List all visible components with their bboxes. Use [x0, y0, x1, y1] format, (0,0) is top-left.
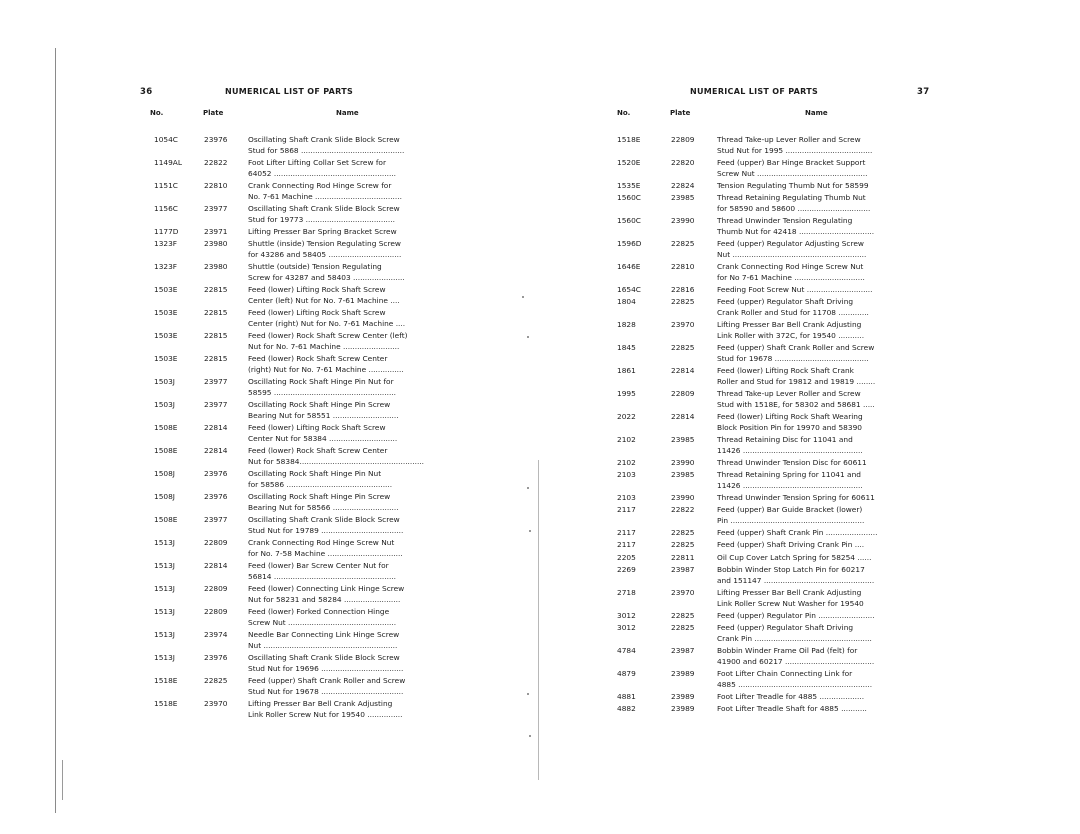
part-number: 1508J — [154, 469, 175, 479]
part-name-line: Crank Roller and Stud for 11708 ............. — [717, 308, 869, 318]
plate-number: 22825 — [671, 239, 695, 249]
part-number: 1503J — [154, 377, 175, 387]
parts-row — [617, 565, 929, 587]
plate-number: 22815 — [204, 354, 228, 364]
part-name-line: Bobbin Winder Frame Oil Pad (felt) for — [717, 645, 858, 655]
part-name-line: Thumb Nut for 42418 ................................ — [717, 227, 875, 236]
part-number: 1596D — [617, 239, 642, 249]
parts-row — [140, 538, 470, 560]
part-name-line: Lifting Presser Bar Bell Crank Adjusting — [717, 587, 862, 597]
part-name-line: Shuttle (inside) Tension Regulating Screw — [248, 239, 401, 249]
part-number: 1995 — [617, 389, 636, 399]
part-name-line: Feed (lower) Connecting Link Hinge Screw — [248, 584, 405, 594]
part-number: 1508E — [154, 446, 178, 456]
parts-row — [617, 692, 929, 703]
plate-number: 22809 — [671, 389, 695, 399]
parts-row — [617, 458, 929, 469]
part-number: 2103 — [617, 470, 636, 480]
left-page — [140, 85, 470, 785]
part-name-line: Lifting Presser Bar Spring Bracket Screw — [248, 227, 397, 236]
binding-edge-mark — [62, 760, 63, 800]
part-number: 1503E — [154, 354, 178, 364]
part-name-line: Crank Pin .................................................. — [717, 633, 872, 643]
plate-number: 23971 — [204, 227, 228, 236]
part-name-line: Feed (lower) Lifting Rock Shaft Screw — [248, 285, 386, 295]
column-headers — [617, 109, 929, 123]
plate-number: 22816 — [671, 285, 695, 295]
parts-row — [140, 377, 470, 399]
parts-row — [140, 239, 470, 261]
plate-number: 23974 — [204, 630, 228, 640]
plate-number: 22814 — [204, 561, 228, 571]
plate-number: 23980 — [204, 262, 228, 272]
part-number: 1513J — [154, 561, 175, 571]
parts-row — [617, 553, 929, 564]
part-name-line: 58595 .................................................... — [248, 388, 397, 397]
parts-row — [140, 630, 470, 652]
part-name-line: Thread Unwinder Tension Disc for 60611 — [717, 458, 867, 468]
scan-speck — [522, 296, 524, 298]
part-number: 4879 — [617, 668, 636, 678]
plate-number: 23985 — [671, 470, 695, 480]
part-number: 1054C — [154, 135, 178, 144]
part-name-line: Feed (lower) Lifting Rock Shaft Screw — [248, 308, 386, 318]
part-number: 1508E — [154, 423, 178, 433]
gutter-line — [538, 460, 539, 780]
page-title: NUMERICAL LIST OF PARTS — [225, 87, 354, 96]
column-headers — [140, 109, 470, 123]
part-name-line: Stud with 1518E, for 58302 and 58681 ..... — [717, 400, 875, 410]
parts-row — [617, 493, 929, 504]
right-page — [617, 85, 929, 785]
page-header — [140, 85, 470, 99]
parts-row — [617, 343, 929, 365]
part-name-line: Oscillating Rock Shaft Hinge Pin Nut — [248, 469, 382, 479]
plate-number: 23976 — [204, 135, 228, 144]
part-name-line: Foot Lifter Treadle for 4885 ................... — [717, 691, 865, 701]
part-name-line: Crank Connecting Rod Hinge Screw Nut — [248, 538, 395, 548]
parts-row — [140, 262, 470, 284]
part-name-line: Oscillating Rock Shaft Hinge Pin Screw — [248, 492, 391, 502]
part-number: 1845 — [617, 343, 636, 353]
part-name-line: Stud Nut for 1995 ..................................... — [717, 145, 873, 155]
plate-number: 22822 — [204, 158, 228, 167]
part-number: 1560C — [617, 216, 641, 226]
part-number: 2117 — [617, 505, 636, 515]
part-name-line: Oscillating Rock Shaft Hinge Pin Screw — [248, 400, 391, 410]
part-name-line: Nut ......................................................... — [248, 641, 398, 650]
scan-speck — [529, 735, 531, 737]
plate-number: 22825 — [671, 297, 695, 307]
plate-number: 22810 — [671, 262, 695, 272]
part-number: 2102 — [617, 435, 636, 445]
plate-number: 23990 — [671, 458, 695, 468]
part-number: 1646E — [617, 262, 641, 272]
parts-row — [617, 193, 929, 215]
plate-number: 22825 — [671, 528, 695, 538]
part-number: 1654C — [617, 285, 641, 295]
part-name-line: Feed (upper) Regulator Pin ........................ — [717, 610, 875, 620]
part-name-line: Thread Take-up Lever Roller and Screw — [717, 389, 861, 399]
part-name-line: Lifting Presser Bar Bell Crank Adjusting — [717, 320, 862, 330]
parts-row — [140, 423, 470, 445]
parts-row — [140, 492, 470, 514]
parts-row — [617, 623, 929, 645]
parts-row — [617, 262, 929, 284]
part-name-line: for 58590 and 58600 ............................... — [717, 204, 871, 213]
part-name-line: Bearing Nut for 58551 ............................ — [248, 411, 399, 420]
plate-number: 22815 — [204, 285, 228, 295]
part-name-line: Link Roller with 372C, for 19540 ........... — [717, 331, 865, 341]
parts-row — [617, 412, 929, 434]
parts-row — [140, 676, 470, 698]
part-number: 1177D — [154, 227, 179, 236]
parts-row — [617, 297, 929, 319]
parts-row — [140, 308, 470, 330]
plate-number: 22811 — [671, 552, 695, 562]
part-name-line: Needle Bar Connecting Link Hinge Screw — [248, 630, 400, 640]
part-name-line: Screw Nut .............................................. — [248, 618, 397, 627]
parts-row — [140, 354, 470, 376]
plate-number: 23980 — [204, 239, 228, 249]
part-number: 2117 — [617, 528, 636, 538]
part-number: 1508E — [154, 515, 178, 525]
part-name-line: Nut for 58384..................................................... — [248, 457, 424, 466]
parts-row — [140, 158, 470, 180]
part-number: 1513J — [154, 584, 175, 594]
column-header-no: No. — [617, 109, 631, 117]
parts-row — [617, 470, 929, 492]
plate-number: 22825 — [671, 610, 695, 620]
part-name-line: Pin ......................................................... — [717, 516, 865, 526]
plate-number: 22814 — [204, 446, 228, 456]
page-title: NUMERICAL LIST OF PARTS — [690, 87, 819, 96]
parts-row — [617, 588, 929, 610]
part-name-line: Feed (upper) Shaft Crank Pin ...................... — [717, 528, 878, 538]
part-number: 1560C — [617, 193, 641, 203]
parts-row — [140, 204, 470, 226]
part-name-line: Nut for 58231 and 58284 ........................ — [248, 595, 401, 604]
plate-number: 23970 — [671, 320, 695, 330]
part-number: 1804 — [617, 297, 636, 307]
part-number: 2718 — [617, 587, 636, 597]
parts-row — [617, 669, 929, 691]
plate-number: 22810 — [204, 181, 228, 190]
part-name-line: Feed (lower) Lifting Rock Shaft Screw — [248, 423, 386, 433]
plate-number: 23976 — [204, 653, 228, 663]
part-name-line: Feed (lower) Lifting Rock Shaft Wearing — [717, 412, 863, 422]
part-name-line: Screw Nut ............................................... — [717, 168, 868, 178]
plate-number: 22809 — [204, 607, 228, 617]
part-number: 1149AL — [154, 158, 182, 167]
part-name-line: Feed (upper) Regulator Adjusting Screw — [717, 239, 864, 249]
part-name-line: Feed (lower) Lifting Rock Shaft Crank — [717, 366, 854, 376]
part-name-line: Stud Nut for 19696 ................................... — [248, 664, 404, 673]
plate-number: 22809 — [671, 135, 695, 144]
part-name-line: Link Roller Screw Nut for 19540 ............... — [248, 710, 403, 719]
part-name-line: Foot Lifter Lifting Collar Set Screw for — [248, 158, 386, 167]
part-name-line: Thread Unwinder Tension Regulating — [717, 216, 853, 226]
page-number: 36 — [140, 87, 153, 97]
parts-row — [140, 331, 470, 353]
plate-number: 23977 — [204, 204, 228, 213]
parts-row — [617, 366, 929, 388]
part-name-line: Stud for 5868 ............................................ — [248, 145, 405, 155]
part-number: 1518E — [617, 135, 641, 144]
parts-row — [617, 285, 929, 296]
column-header-name: Name — [336, 109, 359, 117]
part-name-line: Crank Connecting Rod Hinge Screw Nut — [717, 262, 864, 272]
parts-row — [140, 584, 470, 606]
column-header-plate: Plate — [670, 109, 691, 117]
part-number: 1513J — [154, 607, 175, 617]
part-name-line: Feed (lower) Bar Screw Center Nut for — [248, 561, 389, 571]
parts-row — [617, 216, 929, 238]
part-name-line: Feed (lower) Rock Shaft Screw Center — [248, 354, 388, 364]
parts-row — [140, 607, 470, 629]
part-name-line: Feed (upper) Regulator Shaft Driving — [717, 622, 854, 632]
plate-number: 23970 — [204, 699, 228, 709]
part-name-line: Feed (upper) Shaft Crank Roller and Screw — [248, 676, 406, 686]
part-name-line: Center Nut for 58384 ............................. — [248, 434, 398, 443]
column-header-plate: Plate — [203, 109, 224, 117]
part-name-line: Feed (upper) Shaft Crank Roller and Screw — [717, 343, 875, 353]
part-name-line: Foot Lifter Chain Connecting Link for — [717, 668, 853, 678]
part-number: 1861 — [617, 366, 636, 376]
part-number: 1503E — [154, 308, 178, 318]
part-name-line: 56814 .................................................... — [248, 572, 397, 581]
parts-row — [617, 505, 929, 527]
parts-row — [617, 528, 929, 539]
part-number: 1513J — [154, 630, 175, 640]
part-number: 4881 — [617, 691, 636, 701]
part-number: 2205 — [617, 552, 636, 562]
plate-number: 23977 — [204, 377, 228, 387]
part-name-line: Oscillating Shaft Crank Slide Block Screw — [248, 515, 400, 525]
part-name-line: 11426 ................................................... — [717, 446, 863, 456]
part-name-line: Roller and Stud for 19812 and 19819 ........ — [717, 377, 876, 387]
plate-number: 22825 — [671, 622, 695, 632]
part-number: 2022 — [617, 412, 636, 422]
part-name-line: Feed (upper) Shaft Driving Crank Pin .... — [717, 540, 865, 550]
binding-edge-line — [55, 48, 56, 813]
part-number: 4882 — [617, 703, 636, 713]
part-number: 1156C — [154, 204, 178, 213]
parts-row — [617, 181, 929, 192]
part-number: 1535E — [617, 181, 641, 190]
part-name-line: Screw for 43287 and 58403 ...................... — [248, 273, 405, 282]
part-number: 1828 — [617, 320, 636, 330]
scan-speck — [527, 487, 529, 489]
scan-speck — [527, 336, 529, 338]
part-name-line: Bobbin Winder Stop Latch Pin for 60217 — [717, 564, 865, 574]
part-number: 1323F — [154, 239, 178, 249]
part-name-line: Oil Cup Cover Latch Spring for 58254 ...... — [717, 552, 872, 562]
part-name-line: 64052 .................................................... — [248, 168, 397, 178]
parts-row — [140, 227, 470, 238]
column-header-no: No. — [150, 109, 164, 117]
parts-row — [140, 285, 470, 307]
part-name-line: Thread Unwinder Tension Spring for 60611 — [717, 493, 875, 503]
parts-row — [617, 646, 929, 668]
plate-number: 22824 — [671, 181, 695, 190]
part-name-line: No. 7-61 Machine ..................................... — [248, 191, 402, 201]
part-name-line: (right) Nut for No. 7-61 Machine ............... — [248, 365, 404, 374]
part-name-line: 11426 ................................................... — [717, 481, 863, 491]
part-name-line: Stud Nut for 19678 ................................... — [248, 687, 404, 696]
part-name-line: Link Roller Screw Nut Washer for 19540 — [717, 598, 864, 608]
parts-list — [140, 135, 470, 721]
plate-number: 22820 — [671, 158, 695, 167]
part-number: 1518E — [154, 699, 178, 709]
part-name-line: Nut ......................................................... — [717, 250, 867, 259]
plate-number: 23985 — [671, 435, 695, 445]
plate-number: 22809 — [204, 538, 228, 548]
plate-number: 23987 — [671, 564, 695, 574]
part-number: 4784 — [617, 645, 636, 655]
parts-row — [617, 540, 929, 551]
plate-number: 23989 — [671, 703, 695, 713]
part-name-line: Tension Regulating Thumb Nut for 58599 — [717, 181, 869, 190]
part-name-line: Center (left) Nut for No. 7-61 Machine .... — [248, 296, 400, 305]
part-name-line: Lifting Presser Bar Bell Crank Adjusting — [248, 699, 393, 709]
part-name-line: for No. 7-58 Machine ................................ — [248, 549, 403, 558]
parts-row — [140, 653, 470, 675]
parts-row — [140, 400, 470, 422]
part-name-line: Center (right) Nut for No. 7-61 Machine .... — [248, 319, 406, 328]
plate-number: 22825 — [671, 540, 695, 550]
part-number: 1513J — [154, 653, 175, 663]
part-name-line: Oscillating Shaft Crank Slide Block Screw — [248, 204, 400, 213]
part-name-line: and 151147 ............................................... — [717, 575, 875, 585]
part-name-line: Oscillating Rock Shaft Hinge Pin Nut for — [248, 377, 394, 387]
part-number: 1151C — [154, 181, 178, 190]
part-number: 1508J — [154, 492, 175, 502]
part-number: 1503E — [154, 331, 178, 341]
plate-number: 22815 — [204, 308, 228, 318]
plate-number: 22814 — [204, 423, 228, 433]
parts-row — [140, 561, 470, 583]
part-name-line: Feed (lower) Rock Shaft Screw Center (left) — [248, 331, 408, 341]
parts-row — [140, 469, 470, 491]
part-name-line: Oscillating Shaft Crank Slide Block Screw — [248, 135, 400, 144]
part-number: 2102 — [617, 458, 636, 468]
part-name-line: Stud for 19773 ...................................... — [248, 214, 395, 224]
plate-number: 23976 — [204, 492, 228, 502]
part-name-line: Thread Retaining Regulating Thumb Nut — [717, 193, 866, 203]
plate-number: 23990 — [671, 493, 695, 503]
page-header — [617, 85, 929, 99]
part-number: 1518E — [154, 676, 178, 686]
parts-row — [617, 158, 929, 180]
plate-number: 23990 — [671, 216, 695, 226]
plate-number: 22815 — [204, 331, 228, 341]
parts-row — [617, 389, 929, 411]
parts-row — [617, 239, 929, 261]
plate-number: 23989 — [671, 668, 695, 678]
part-name-line: 41900 and 60217 ...................................... — [717, 656, 875, 666]
part-number: 2103 — [617, 493, 636, 503]
part-number: 3012 — [617, 622, 636, 632]
parts-row — [617, 704, 929, 715]
part-name-line: Shuttle (outside) Tension Regulating — [248, 262, 382, 272]
parts-row — [617, 435, 929, 457]
part-name-line: Stud Nut for 19789 ................................... — [248, 526, 404, 535]
part-name-line: Feed (upper) Bar Hinge Bracket Support — [717, 158, 866, 167]
part-name-line: Thread Retaining Spring for 11041 and — [717, 470, 861, 480]
plate-number: 22822 — [671, 505, 695, 515]
parts-row — [140, 446, 470, 468]
part-name-line: for No 7-61 Machine .............................. — [717, 273, 865, 282]
plate-number: 23987 — [671, 645, 695, 655]
part-number: 2269 — [617, 564, 636, 574]
column-header-name: Name — [805, 109, 828, 117]
parts-row — [617, 320, 929, 342]
part-name-line: Feed (lower) Forked Connection Hinge — [248, 607, 390, 617]
plate-number: 23985 — [671, 193, 695, 203]
plate-number: 22809 — [204, 584, 228, 594]
parts-row — [617, 135, 929, 157]
part-number: 1520E — [617, 158, 641, 167]
part-name-line: Thread Take-up Lever Roller and Screw — [717, 135, 861, 144]
plate-number: 22825 — [204, 676, 228, 686]
part-name-line: Feeding Foot Screw Nut ............................ — [717, 285, 873, 295]
plate-number: 23970 — [671, 587, 695, 597]
plate-number: 23976 — [204, 469, 228, 479]
plate-number: 22814 — [671, 412, 695, 422]
parts-row — [140, 699, 470, 721]
part-name-line: for 43286 and 58405 ............................... — [248, 250, 402, 259]
part-name-line: for 58586 ............................................. — [248, 480, 393, 489]
part-name-line: 4885 ......................................................... — [717, 679, 873, 689]
part-number: 1503E — [154, 285, 178, 295]
part-name-line: Feed (upper) Bar Guide Bracket (lower) — [717, 505, 863, 515]
parts-row — [140, 515, 470, 537]
part-number: 1503J — [154, 400, 175, 410]
page-number: 37 — [917, 87, 930, 97]
part-number: 2117 — [617, 540, 636, 550]
part-name-line: Foot Lifter Treadle Shaft for 4885 ........... — [717, 703, 867, 713]
scan-speck — [527, 693, 529, 695]
part-name-line: Feed (upper) Regulator Shaft Driving — [717, 297, 854, 307]
part-number: 1513J — [154, 538, 175, 548]
part-number: 3012 — [617, 610, 636, 620]
plate-number: 23977 — [204, 515, 228, 525]
part-name-line: Crank Connecting Rod Hinge Screw for — [248, 181, 392, 190]
parts-row — [617, 611, 929, 622]
part-name-line: Bearing Nut for 58566 ............................ — [248, 503, 399, 512]
part-name-line: Thread Retaining Disc for 11041 and — [717, 435, 853, 445]
part-number: 1323F — [154, 262, 178, 272]
plate-number: 23989 — [671, 691, 695, 701]
parts-row — [140, 135, 470, 157]
plate-number: 22825 — [671, 343, 695, 353]
plate-number: 22814 — [671, 366, 695, 376]
part-name-line: Feed (lower) Rock Shaft Screw Center — [248, 446, 388, 456]
plate-number: 23977 — [204, 400, 228, 410]
part-name-line: Block Position Pin for 19970 and 58390 — [717, 423, 862, 433]
part-name-line: Stud for 19678 ........................................ — [717, 354, 869, 364]
parts-row — [140, 181, 470, 203]
parts-list — [617, 135, 929, 715]
part-name-line: Nut for No. 7-61 Machine ........................ — [248, 342, 400, 351]
part-name-line: Oscillating Shaft Crank Slide Block Screw — [248, 653, 400, 663]
scan-speck — [529, 530, 531, 532]
